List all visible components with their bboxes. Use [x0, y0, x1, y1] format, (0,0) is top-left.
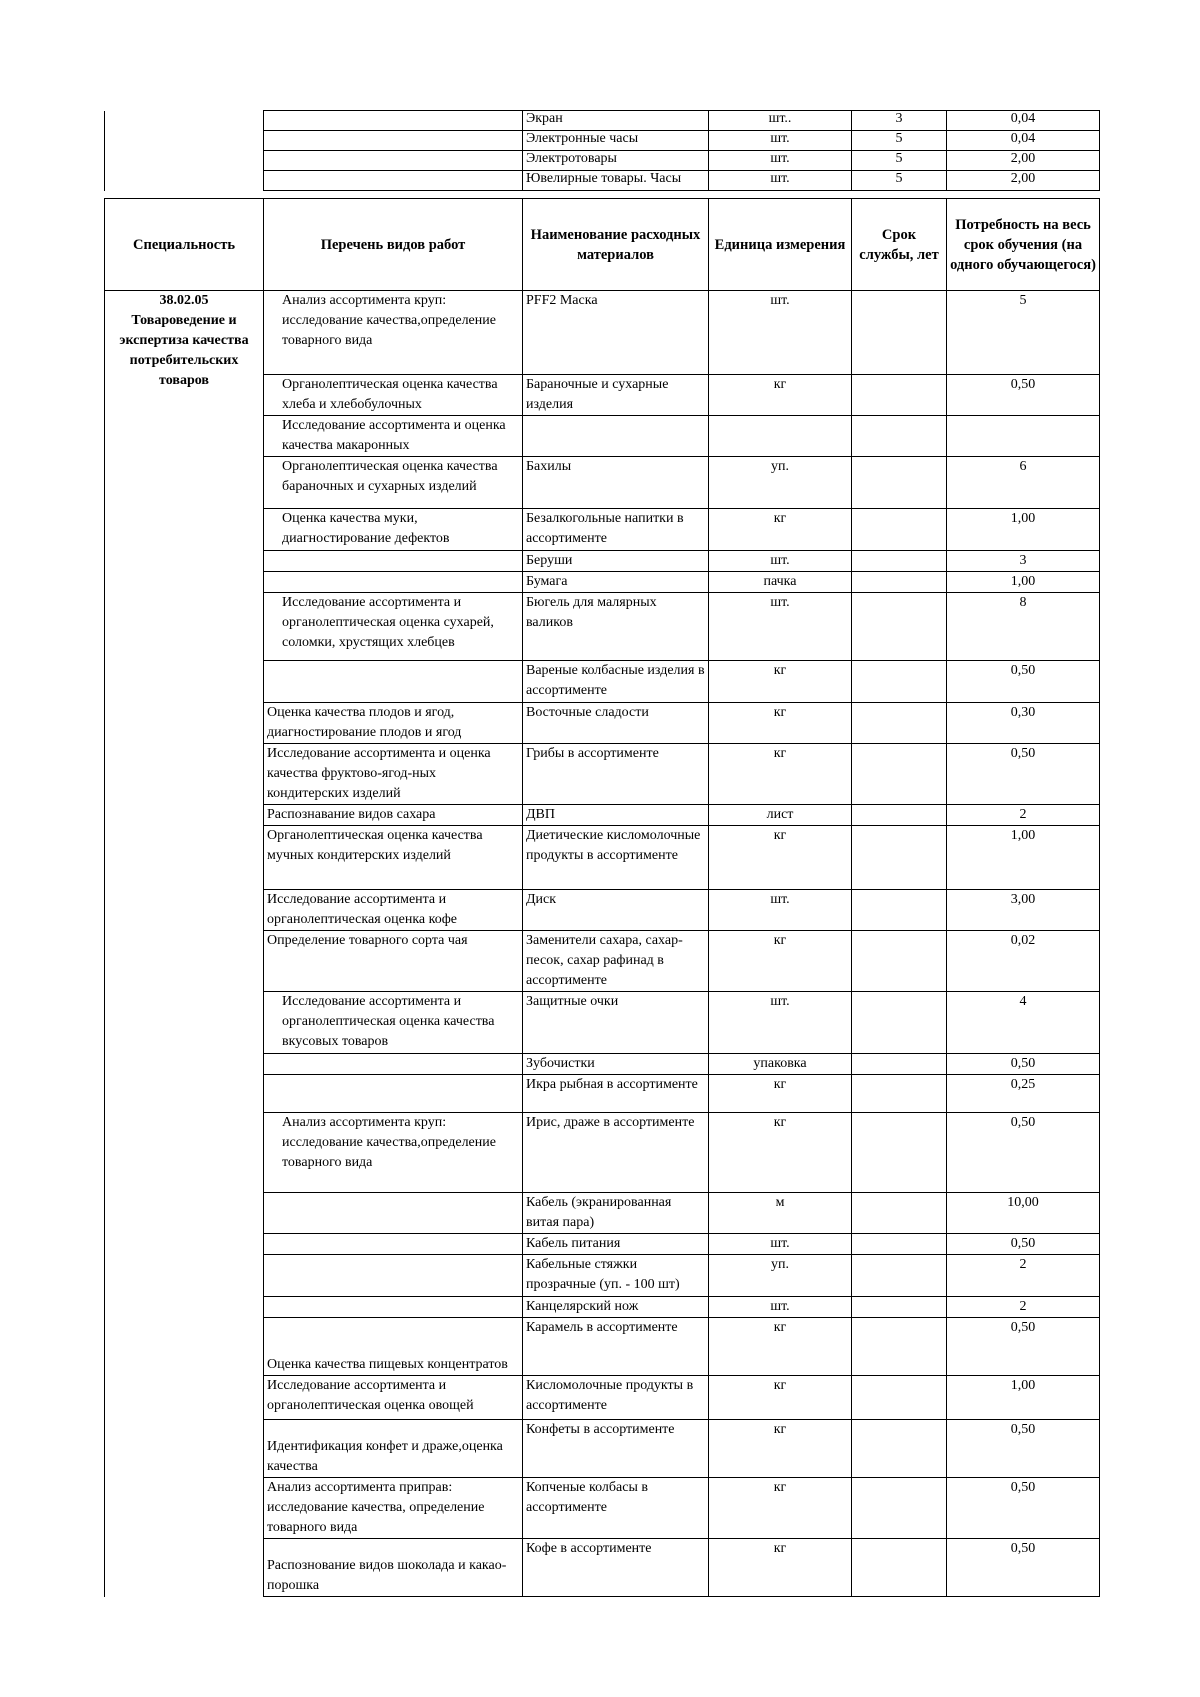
- material-cell: Заменители сахара, сахар-песок, сахар рафинад в ассортименте: [523, 931, 709, 992]
- need-cell: 6: [947, 457, 1100, 509]
- header-need: Потребность на весь срок обучения (на одного обучающегося): [947, 199, 1100, 291]
- material-cell: Электротовары: [523, 151, 709, 171]
- continuation-table: [104, 110, 1100, 191]
- header-life: Срок службы, лет: [852, 199, 947, 291]
- material-cell: Канцелярский нож: [523, 1297, 709, 1318]
- table-row: [105, 171, 1100, 191]
- material-cell: Бараночные и сухарные изделия: [523, 375, 709, 416]
- material-cell: Восточные сладости: [523, 703, 709, 744]
- need-cell: 0,25: [947, 1075, 1100, 1113]
- material-cell: ДВП: [523, 805, 709, 826]
- need-cell: 1,00: [947, 1376, 1100, 1420]
- need-cell: 0,50: [947, 1113, 1100, 1193]
- unit-cell: уп.: [709, 1255, 852, 1297]
- material-cell: Беруши: [523, 551, 709, 572]
- specialty-cell: 38.02.05 Товароведение и экспертиза качества потребительских товаров: [105, 291, 264, 1597]
- life-cell: [852, 1255, 947, 1297]
- need-cell: 3,00: [947, 890, 1100, 931]
- work-cell: Идентификация конфет и драже,оценка качества: [264, 1420, 523, 1478]
- material-cell: Конфеты в ассортименте: [523, 1420, 709, 1478]
- header-material: Наименование расходных материалов: [523, 199, 709, 291]
- work-cell: [264, 1054, 523, 1075]
- unit-cell: кг: [709, 375, 852, 416]
- unit-cell: шт.: [709, 131, 852, 151]
- life-cell: [852, 1193, 947, 1234]
- need-cell: 2,00: [947, 151, 1100, 171]
- header-works: Перечень видов работ: [264, 199, 523, 291]
- unit-cell: кг: [709, 826, 852, 890]
- unit-cell: кг: [709, 744, 852, 805]
- life-cell: 5: [852, 151, 947, 171]
- work-cell: Исследование ассортимента и оценка качества макаронных: [264, 416, 523, 457]
- work-cell: Оценка качества плодов и ягод, диагностирование плодов и ягод: [264, 703, 523, 744]
- material-cell: Бахилы: [523, 457, 709, 509]
- work-cell: [264, 1234, 523, 1255]
- unit-cell: кг: [709, 509, 852, 551]
- material-cell: Диск: [523, 890, 709, 931]
- work-cell: Исследование ассортимента и органолептическая оценка сухарей, соломки, хрустящих хлебцев: [264, 593, 523, 661]
- need-cell: 8: [947, 593, 1100, 661]
- need-cell: 1,00: [947, 572, 1100, 593]
- material-cell: Бумага: [523, 572, 709, 593]
- unit-cell: [709, 416, 852, 457]
- material-cell: Ирис, драже в ассортименте: [523, 1113, 709, 1193]
- table-header-row: [105, 199, 1100, 291]
- work-cell: Оценка качества муки, диагностирование дефектов: [264, 509, 523, 551]
- material-cell: Кабель питания: [523, 1234, 709, 1255]
- life-cell: [852, 1297, 947, 1318]
- work-cell: [264, 1193, 523, 1234]
- unit-cell: шт.: [709, 171, 852, 191]
- unit-cell: шт.: [709, 1234, 852, 1255]
- life-cell: [852, 457, 947, 509]
- life-cell: [852, 572, 947, 593]
- work-cell: Исследование ассортимента и органолептическая оценка качества вкусовых товаров: [264, 992, 523, 1054]
- unit-cell: кг: [709, 1420, 852, 1478]
- life-cell: [852, 1539, 947, 1597]
- table-row: [105, 291, 1100, 375]
- need-cell: 2: [947, 1297, 1100, 1318]
- material-cell: Зубочистки: [523, 1054, 709, 1075]
- need-cell: [947, 416, 1100, 457]
- material-cell: PFF2 Маска: [523, 291, 709, 375]
- work-cell: Анализ ассортимента круп: исследование качества,определение товарного вида: [264, 291, 523, 375]
- work-cell: [264, 572, 523, 593]
- need-cell: 1,00: [947, 826, 1100, 890]
- life-cell: [852, 703, 947, 744]
- material-cell: Бюгель для малярных валиков: [523, 593, 709, 661]
- life-cell: [852, 826, 947, 890]
- work-cell: Определение товарного сорта чая: [264, 931, 523, 992]
- work-cell: Органолептическая оценка качества бараночных и сухарных изделий: [264, 457, 523, 509]
- need-cell: 0,30: [947, 703, 1100, 744]
- need-cell: 0,04: [947, 111, 1100, 131]
- need-cell: 10,00: [947, 1193, 1100, 1234]
- unit-cell: кг: [709, 661, 852, 703]
- need-cell: 0,50: [947, 1539, 1100, 1597]
- life-cell: [852, 1075, 947, 1113]
- material-cell: Копченые колбасы в ассортименте: [523, 1478, 709, 1539]
- need-cell: 3: [947, 551, 1100, 572]
- life-cell: [852, 375, 947, 416]
- need-cell: 0,50: [947, 375, 1100, 416]
- need-cell: 2,00: [947, 171, 1100, 191]
- material-cell: Диетические кисломолочные продукты в ассортименте: [523, 826, 709, 890]
- work-cell: Исследование ассортимента и оценка качества фруктово-ягод-ных кондитерских изделий: [264, 744, 523, 805]
- header-unit: Единица измерения: [709, 199, 852, 291]
- life-cell: [852, 509, 947, 551]
- table-row: [105, 131, 1100, 151]
- work-cell: [264, 1297, 523, 1318]
- need-cell: 0,50: [947, 661, 1100, 703]
- work-cell: Исследование ассортимента и органолептическая оценка кофе: [264, 890, 523, 931]
- work-cell: [264, 1075, 523, 1113]
- need-cell: 2: [947, 1255, 1100, 1297]
- need-cell: 0,04: [947, 131, 1100, 151]
- unit-cell: лист: [709, 805, 852, 826]
- need-cell: 1,00: [947, 509, 1100, 551]
- material-cell: Безалкогольные напитки в ассортименте: [523, 509, 709, 551]
- material-cell: Кисломолочные продукты в ассортименте: [523, 1376, 709, 1420]
- unit-cell: м: [709, 1193, 852, 1234]
- material-cell: Электронные часы: [523, 131, 709, 151]
- unit-cell: шт.: [709, 890, 852, 931]
- need-cell: 0,50: [947, 1478, 1100, 1539]
- work-cell: Анализ ассортимента круп: исследование качества,определение товарного вида: [264, 1113, 523, 1193]
- work-cell: [264, 1255, 523, 1297]
- material-cell: [523, 416, 709, 457]
- material-cell: Кабельные стяжки прозрачные (уп. - 100 шт): [523, 1255, 709, 1297]
- table-row: [105, 151, 1100, 171]
- work-cell: [264, 661, 523, 703]
- need-cell: 4: [947, 992, 1100, 1054]
- unit-cell: кг: [709, 703, 852, 744]
- life-cell: [852, 744, 947, 805]
- work-cell: [264, 551, 523, 572]
- life-cell: [852, 1420, 947, 1478]
- material-cell: Кофе в ассортименте: [523, 1539, 709, 1597]
- work-cell: Распознавание видов сахара: [264, 805, 523, 826]
- materials-table: [104, 198, 1100, 1597]
- material-cell: Карамель в ассортименте: [523, 1318, 709, 1376]
- unit-cell: шт..: [709, 111, 852, 131]
- unit-cell: шт.: [709, 1297, 852, 1318]
- life-cell: [852, 416, 947, 457]
- unit-cell: шт.: [709, 291, 852, 375]
- need-cell: 0,50: [947, 744, 1100, 805]
- life-cell: 3: [852, 111, 947, 131]
- header-specialty: Специальность: [105, 199, 264, 291]
- life-cell: 5: [852, 171, 947, 191]
- unit-cell: кг: [709, 1539, 852, 1597]
- life-cell: [852, 661, 947, 703]
- unit-cell: шт.: [709, 551, 852, 572]
- unit-cell: кг: [709, 1113, 852, 1193]
- unit-cell: упаковка: [709, 1054, 852, 1075]
- unit-cell: шт.: [709, 992, 852, 1054]
- life-cell: [852, 1318, 947, 1376]
- life-cell: [852, 1113, 947, 1193]
- material-cell: Ювелирные товары. Часы: [523, 171, 709, 191]
- unit-cell: кг: [709, 931, 852, 992]
- life-cell: [852, 291, 947, 375]
- material-cell: Кабель (экранированная витая пара): [523, 1193, 709, 1234]
- work-cell: Исследование ассортимента и органолептическая оценка овощей: [264, 1376, 523, 1420]
- need-cell: 5: [947, 291, 1100, 375]
- life-cell: [852, 1478, 947, 1539]
- unit-cell: кг: [709, 1318, 852, 1376]
- material-cell: Вареные колбасные изделия в ассортименте: [523, 661, 709, 703]
- need-cell: 2: [947, 805, 1100, 826]
- life-cell: [852, 1054, 947, 1075]
- material-cell: Икра рыбная в ассортименте: [523, 1075, 709, 1113]
- unit-cell: шт.: [709, 593, 852, 661]
- work-cell: Распознование видов шоколада и какао-порошка: [264, 1539, 523, 1597]
- material-cell: Экран: [523, 111, 709, 131]
- unit-cell: кг: [709, 1376, 852, 1420]
- unit-cell: уп.: [709, 457, 852, 509]
- unit-cell: пачка: [709, 572, 852, 593]
- need-cell: 0,02: [947, 931, 1100, 992]
- need-cell: 0,50: [947, 1420, 1100, 1478]
- need-cell: 0,50: [947, 1054, 1100, 1075]
- work-cell: Органолептическая оценка качества хлеба и хлебобулочных: [264, 375, 523, 416]
- life-cell: [852, 992, 947, 1054]
- life-cell: [852, 593, 947, 661]
- unit-cell: кг: [709, 1478, 852, 1539]
- work-cell: Анализ ассортимента приправ: исследование качества, определение товарного вида: [264, 1478, 523, 1539]
- material-cell: Защитные очки: [523, 992, 709, 1054]
- need-cell: 0,50: [947, 1234, 1100, 1255]
- work-cell: Оценка качества пищевых концентратов: [264, 1318, 523, 1376]
- life-cell: [852, 551, 947, 572]
- unit-cell: кг: [709, 1075, 852, 1113]
- life-cell: [852, 931, 947, 992]
- material-cell: Грибы в ассортименте: [523, 744, 709, 805]
- life-cell: [852, 890, 947, 931]
- need-cell: 0,50: [947, 1318, 1100, 1376]
- table-row: [105, 111, 1100, 131]
- unit-cell: шт.: [709, 151, 852, 171]
- life-cell: 5: [852, 131, 947, 151]
- life-cell: [852, 1234, 947, 1255]
- life-cell: [852, 805, 947, 826]
- life-cell: [852, 1376, 947, 1420]
- work-cell: Органолептическая оценка качества мучных кондитерских изделий: [264, 826, 523, 890]
